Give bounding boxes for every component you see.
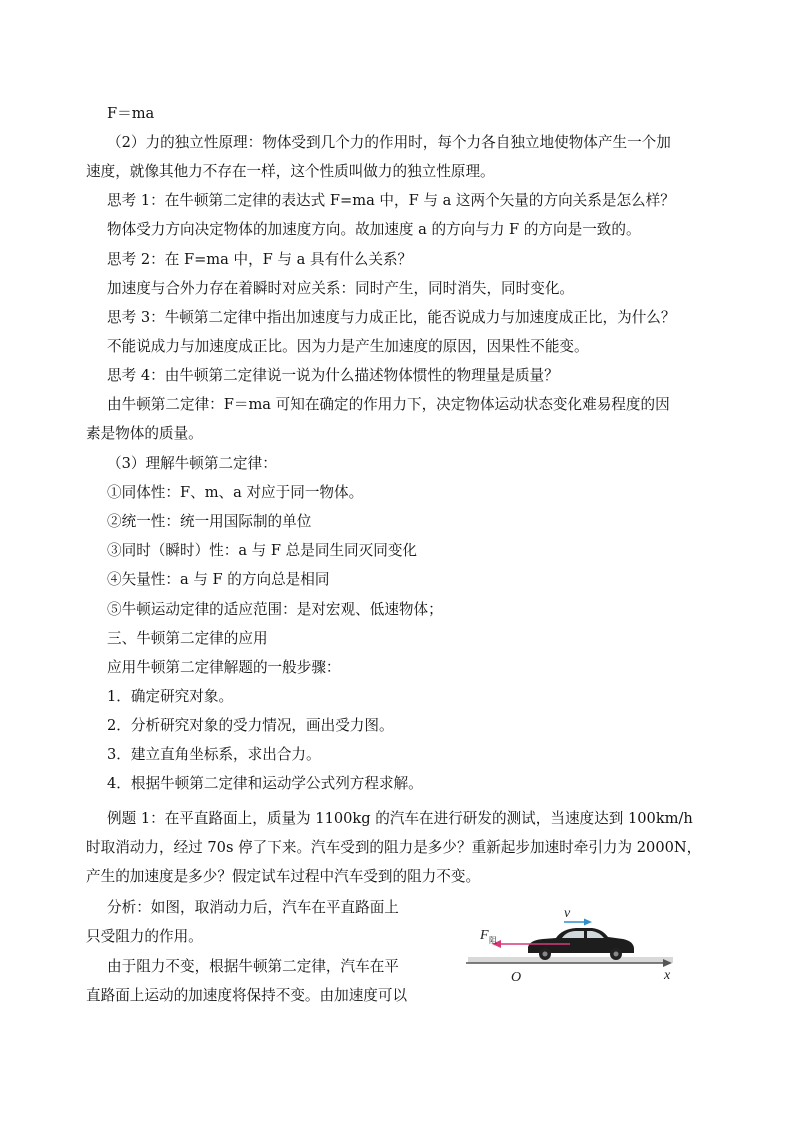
text-line-l26: 时取消动力，经过 70s 停了下来。汽车受到的阻力是多少？重新起步加速时牵引力为 2000N，	[86, 839, 702, 856]
text-line-l10: 思考 4：由牛顿第二定律说一说为什么描述物体惯性的物理量是质量？	[107, 367, 559, 384]
text-line-l04: 思考 1：在牛顿第二定律的表达式 F=ma 中，F 与 a 这两个矢量的方向关系是怎么样？	[107, 192, 675, 209]
text-line-l13: （3）理解牛顿第二定律：	[107, 455, 277, 472]
text-line-l03: 速度，就像其他力不存在一样，这个性质叫做力的独立性原理。	[86, 163, 495, 180]
force-subscript-label: 阻	[489, 936, 497, 945]
text-line-l24: 4．根据牛顿第二定律和运动学公式列方程求解。	[107, 775, 423, 792]
text-line-l23: 3．建立直角坐标系，求出合力。	[107, 746, 321, 763]
text-line-l19: 三、牛顿第二定律的应用	[107, 630, 268, 647]
text-line-l29: 只受阻力的作用。	[86, 928, 203, 945]
text-line-l18: ⑤牛顿运动定律的适应范围：是对宏观、低速物体；	[107, 601, 443, 618]
road-surface	[468, 957, 673, 963]
text-line-l31: 直路面上运动的加速度将保持不变。由加速度可以	[86, 987, 408, 1004]
car-force-diagram	[458, 900, 690, 995]
force-label: F	[480, 928, 489, 943]
text-line-l27: 产生的加速度是多少？假定试车过程中汽车受到的阻力不变。	[86, 868, 481, 885]
text-line-l17: ④矢量性：a 与 F 的方向总是相同	[107, 571, 330, 588]
origin-label: O	[511, 970, 522, 985]
text-line-l02: （2）力的独立性原理：物体受到几个力的作用时，每个力各自独立地使物体产生一个加	[107, 134, 671, 151]
text-line-l06: 思考 2：在 F=ma 中，F 与 a 具有什么关系？	[107, 251, 413, 268]
text-line-l12: 素是物体的质量。	[86, 425, 203, 442]
text-line-l21: 1．确定研究对象。	[107, 688, 234, 705]
text-line-l20: 应用牛顿第二定律解题的一般步骤：	[107, 659, 341, 676]
text-line-l30: 由于阻力不变，根据牛顿第二定律，汽车在平	[107, 958, 399, 975]
text-line-l08: 思考 3：牛顿第二定律中指出加速度与力成正比，能否说成力与加速度成正比，为什么？	[107, 309, 676, 326]
text-line-l16: ③同时（瞬时）性：a 与 F 总是同生同灭同变化	[107, 542, 418, 559]
text-line-l09: 不能说成力与加速度成正比。因为力是产生加速度的原因，因果性不能变。	[107, 338, 589, 355]
text-line-l25: 例题 1：在平直路面上，质量为 1100kg 的汽车在进行研发的测试，当速度达到 100km/h	[107, 810, 693, 827]
velocity-arrowhead-icon	[584, 919, 592, 926]
velocity-label: v	[564, 906, 571, 921]
text-line-l28: 分析：如图，取消动力后，汽车在平直路面上	[107, 899, 399, 916]
text-line-l07: 加速度与合外力存在着瞬时对应关系：同时产生，同时消失，同时变化。	[107, 280, 575, 297]
text-line-l15: ②统一性：统一用国际制的单位	[107, 513, 312, 530]
text-line-l14: ①同体性：F、m、a 对应于同一物体。	[107, 484, 364, 501]
x-axis-label: x	[664, 968, 671, 983]
text-line-l05: 物体受力方向决定物体的加速度方向。故加速度 a 的方向与力 F 的方向是一致的。	[107, 221, 641, 238]
text-line-l11: 由牛顿第二定律：F＝ma 可知在确定的作用力下，决定物体运动状态变化难易程度的因	[107, 396, 670, 413]
text-line-l01: F＝ma	[107, 105, 155, 122]
text-line-l22: 2．分析研究对象的受力情况，画出受力图。	[107, 717, 394, 734]
